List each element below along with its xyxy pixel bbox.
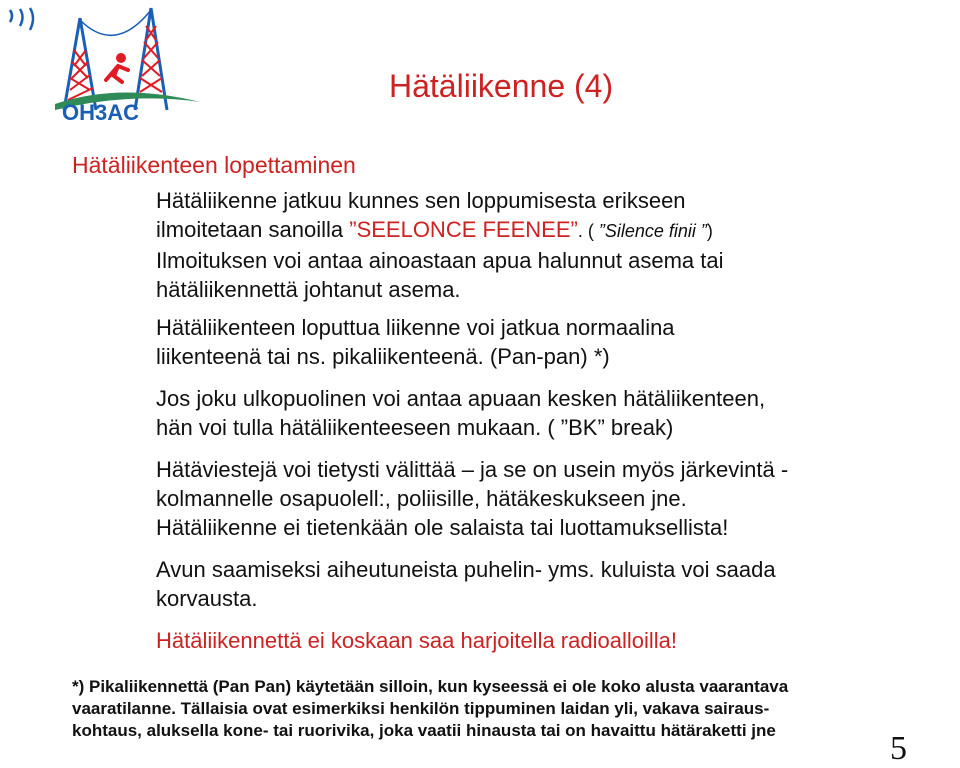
paragraph-end-of-distress xyxy=(156,186,956,304)
text-line: Hätäliikenne jatkuu kunnes sen loppumisesta erikseen xyxy=(156,188,686,213)
slide-body xyxy=(156,186,956,668)
text-line: Hätäliikenteen loputtua liikenne voi jatkua normaalina xyxy=(156,315,675,340)
text-line: hän voi tulla hätäliikenteeseen mukaan. ( ”BK” break) xyxy=(156,415,674,440)
logo-text: OH3AC xyxy=(62,100,140,125)
seelonce-feenee: SEELONCE FEENEE xyxy=(356,217,571,242)
text-line: kolmannelle osapuolell:, poliisille, hätäkeskukseen jne. xyxy=(156,486,687,511)
paragraph-normal-traffic xyxy=(156,313,956,371)
footnote-line: kohtaus, aluksella kone- tai ruorivika, joka vaatii hinausta tai on havaittu hätäraketti jne xyxy=(72,721,776,740)
section-heading: Hätäliikenteen lopettaminen xyxy=(72,152,356,178)
paragraph-relay xyxy=(156,455,956,542)
text-line: liikenteenä tai ns. pikaliikenteenä. (Pan-pan) *) xyxy=(156,344,610,369)
footnote-line: *) Pikaliikennettä (Pan Pan) käytetään silloin, kun kyseessä ei ole koko alusta vaarantava xyxy=(72,677,789,696)
text-line: Ilmoituksen voi antaa ainoastaan apua halunnut asema tai xyxy=(156,248,724,273)
footnote xyxy=(72,676,932,742)
page-number: 5 xyxy=(890,730,907,767)
text-line: hätäliikennettä johtanut asema. xyxy=(156,277,461,302)
text-line: Jos joku ulkopuolinen voi antaa apuaan kesken hätäliikenteen, xyxy=(156,386,766,411)
paragraph-outsider-help xyxy=(156,384,956,442)
slide-title: Hätäliikenne (4) xyxy=(389,68,614,104)
footnote-line: vaaratilanne. Tällaisia ovat esimerkiksi henkilön tippuminen laidan yli, vakava sairaus- xyxy=(72,699,770,718)
text-line: Hätäliikenne ei tietenkään ole salaista tai luottamuksellista! xyxy=(156,515,729,540)
text-line: ilmoitetaan sanoilla ”SEELONCE FEENEE”. ( ”Silence finii ”) xyxy=(156,217,713,242)
paragraph-compensation xyxy=(156,555,956,613)
text-line: korvausta. xyxy=(156,586,258,611)
text-line: Avun saamiseksi aiheutuneista puhelin- yms. kuluista voi saada xyxy=(156,557,776,582)
text-line: Hätäviestejä voi tietysti välittää – ja se on usein myös järkevintä - xyxy=(156,457,789,482)
oh3ac-logo xyxy=(0,0,210,130)
warning-text: Hätäliikennettä ei koskaan saa harjoitella radioalloilla! xyxy=(156,628,677,653)
